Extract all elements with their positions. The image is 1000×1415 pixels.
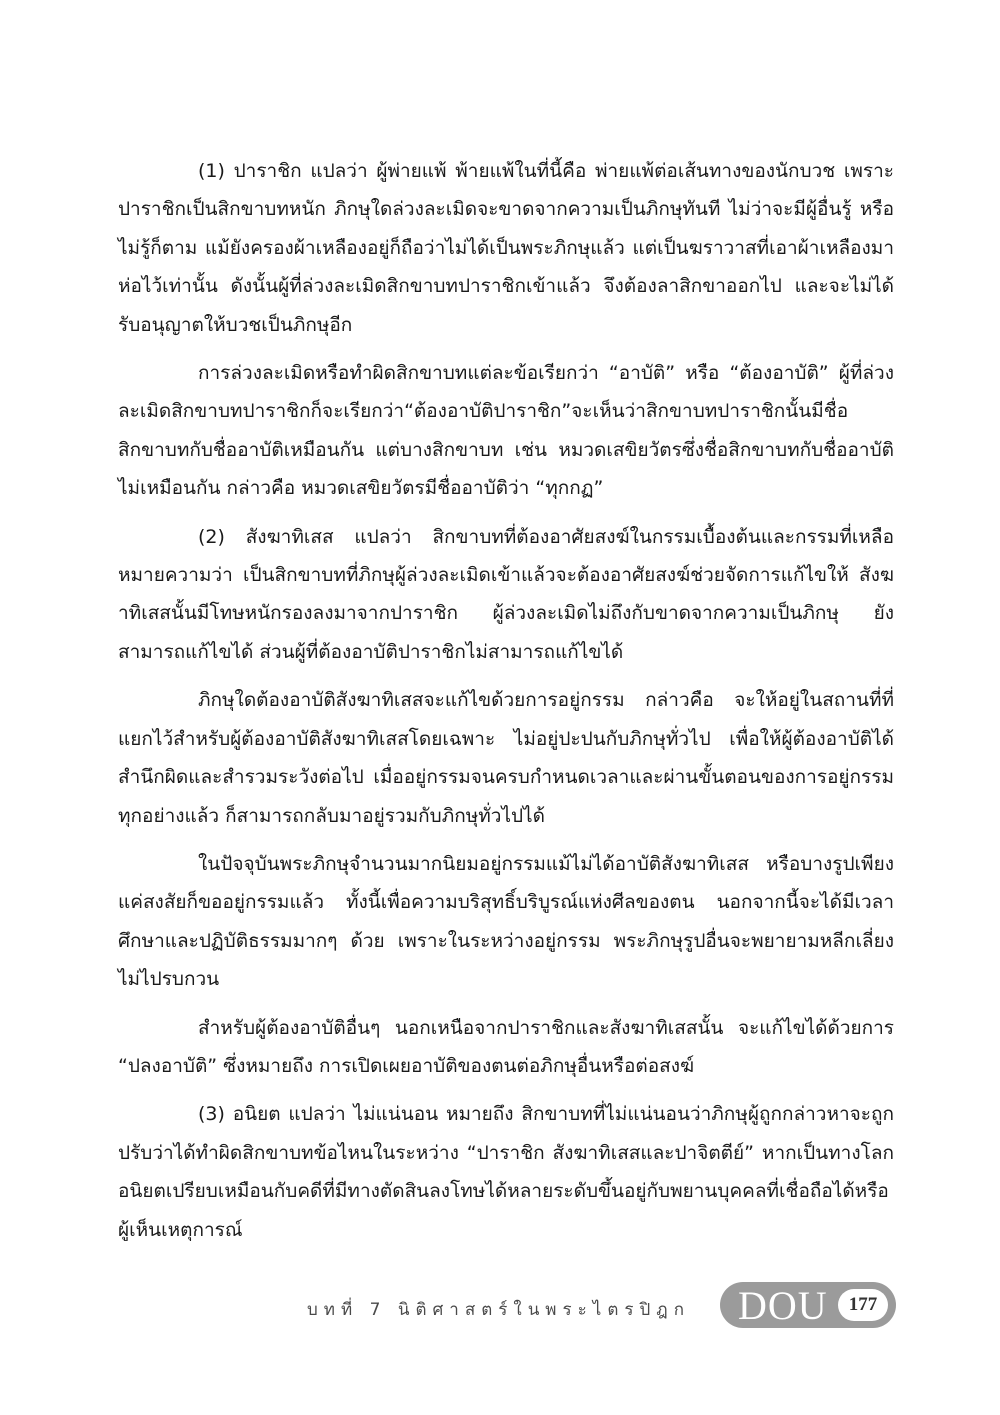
paragraph-text: ในปัจจุบันพระภิกษุจำนวนมากนิยมอยู่กรรมแม้ไม่ได้อาบัติสังฆาทิเสส หรือบางรูปเพียงแค่สงสัยก็ขออยู่กรรมแล้ว ทั้งนี้เพื่อความบริสุทธิ์บริบูรณ์แห่งศีลของตน นอกจากนี้จะได้มีเวลาศึกษาและปฏิบัติธรรมมากๆ ด้วย เพราะในระหว่างอยู่กรรม พระภิกษุรูปอื่นจะพยายามหลีกเลี่ยงไม่ไปรบกวน [118,852,894,991]
dou-logo: DOU [738,1283,828,1328]
paragraph-sanghadisesa [118,518,894,672]
paragraph-text: ภิกษุใดต้องอาบัติสังฆาทิเสสจะแก้ไขด้วยการอยู่กรรม กล่าวคือ จะให้อยู่ในสถานที่ที่แยกไว้สำหรับผู้ต้องอาบัติสังฆาทิเสสโดยเฉพาะ ไม่อยู่ปะปนกับภิกษุทั่วไป เพื่อให้ผู้ต้องอาบัติได้สำนึกผิดและสำรวมระวังต่อไป เมื่ออยู่กรรมจนครบกำหนดเวลาและผ่านขั้นตอนของการอยู่กรรมทุกอย่างแล้ว ก็สามารถกลับมาอยู่รวมกับภิกษุทั่วไปได้ [118,689,894,827]
paragraph-aniyata [118,1095,894,1249]
paragraph-apatti [118,354,894,508]
paragraph-text: (3) อนิยต แปลว่า ไม่แน่นอน หมายถึง สิกขาบทที่ไม่แน่นอนว่าภิกษุผู้ถูกกล่าวหาจะถูกปรับว่าได้ทำผิดสิกขาบทข้อไหนในระหว่าง “ปาราชิก สังฆาทิเสสและปาจิตตีย์” หากเป็นทางโลกอนิยตเปรียบเหมือนกับคดีที่มีทางตัดสินลงโทษได้หลายระดับขึ้นอยู่กับพยานบุคคลที่เชื่อถือได้หรือผู้เห็นเหตุการณ์ [118,1103,894,1241]
paragraph-text: สำหรับผู้ต้องอาบัติอื่นๆ นอกเหนือจากปาราชิกและสังฆาทิเสสนั้น จะแก้ไขได้ด้วยการ “ปลงอาบัติ” ซึ่งหมายถึง การเปิดเผยอาบัติของตนต่อภิกษุอื่นหรือต่อสงฆ์ [118,1016,894,1077]
dou-badge [720,1282,896,1328]
paragraph-text: (1) ปาราชิก แปลว่า ผู้พ่ายแพ้ พ้ายแพ้ในที่นี้คือ พ่ายแพ้ต่อเส้นทางของนักบวช เพราะปาราชิกเป็นสิกขาบทหนัก ภิกษุใดล่วงละเมิดจะขาดจากความเป็นภิกษุทันที ไม่ว่าจะมีผู้อื่นรู้ หรือไม่รู้ก็ตาม แม้ยังครองผ้าเหลืองอยู่ก็ถือว่าไม่ได้เป็นพระภิกษุแล้ว แต่เป็นฆราวาสที่เอาผ้าเหลืองมาห่อไว้เท่านั้น ดังนั้นผู้ที่ล่วงละเมิดสิกขาบทปาราชิกเข้าแล้ว จึงต้องลาสิกขาออกไป และจะไม่ได้รับอนุญาตให้บวชเป็นภิกษุอีก [118,160,894,336]
paragraph-yu-kam [118,681,894,835]
chapter-title: บทที่ 7 นิติศาสตร์ในพระไตรปิฎก [307,1300,690,1320]
paragraph-text: การล่วงละเมิดหรือทำผิดสิกขาบทแต่ละข้อเรียกว่า “อาบัติ” หรือ “ต้องอาบัติ” ผู้ที่ล่วงละเมิดสิกขาบทปาราชิกก็จะเรียกว่า“ต้องอาบัติปาราชิก”จะเห็นว่าสิกขาบทปาราชิกนั้นมีชื่อสิกขาบทกับชื่ออาบัติเหมือนกัน แต่บางสิกขาบท เช่น หมวดเสขิยวัตรซึ่งชื่อสิกขาบทกับชื่ออาบัติไม่เหมือนกัน กล่าวคือ หมวดเสขิยวัตรมีชื่ออาบัติว่า “ทุกกฏ” [118,362,894,500]
page-footer [307,1282,900,1334]
paragraph-present-day [118,845,894,999]
page-number: 177 [838,1289,888,1321]
body-text [118,152,894,1259]
paragraph-text: (2) สังฆาทิเสส แปลว่า สิกขาบทที่ต้องอาศัยสงฆ์ในกรรมเบื้องต้นและกรรมที่เหลือ หมายความว่า เป็นสิกขาบทที่ภิกษุผู้ล่วงละเมิดเข้าแล้วจะต้องอาศัยสงฆ์ช่วยจัดการแก้ไขให้ สังฆาทิเสสนั้นมีโทษหนักรองลงมาจากปาราชิก ผู้ล่วงละเมิดไม่ถึงกับขาดจากความเป็นภิกษุ ยังสามารถแก้ไขได้ ส่วนผู้ที่ต้องอาบัติปาราชิกไม่สามารถแก้ไขได้ [118,525,894,663]
paragraph-parajika [118,152,894,344]
paragraph-plong-apatti [118,1009,894,1086]
